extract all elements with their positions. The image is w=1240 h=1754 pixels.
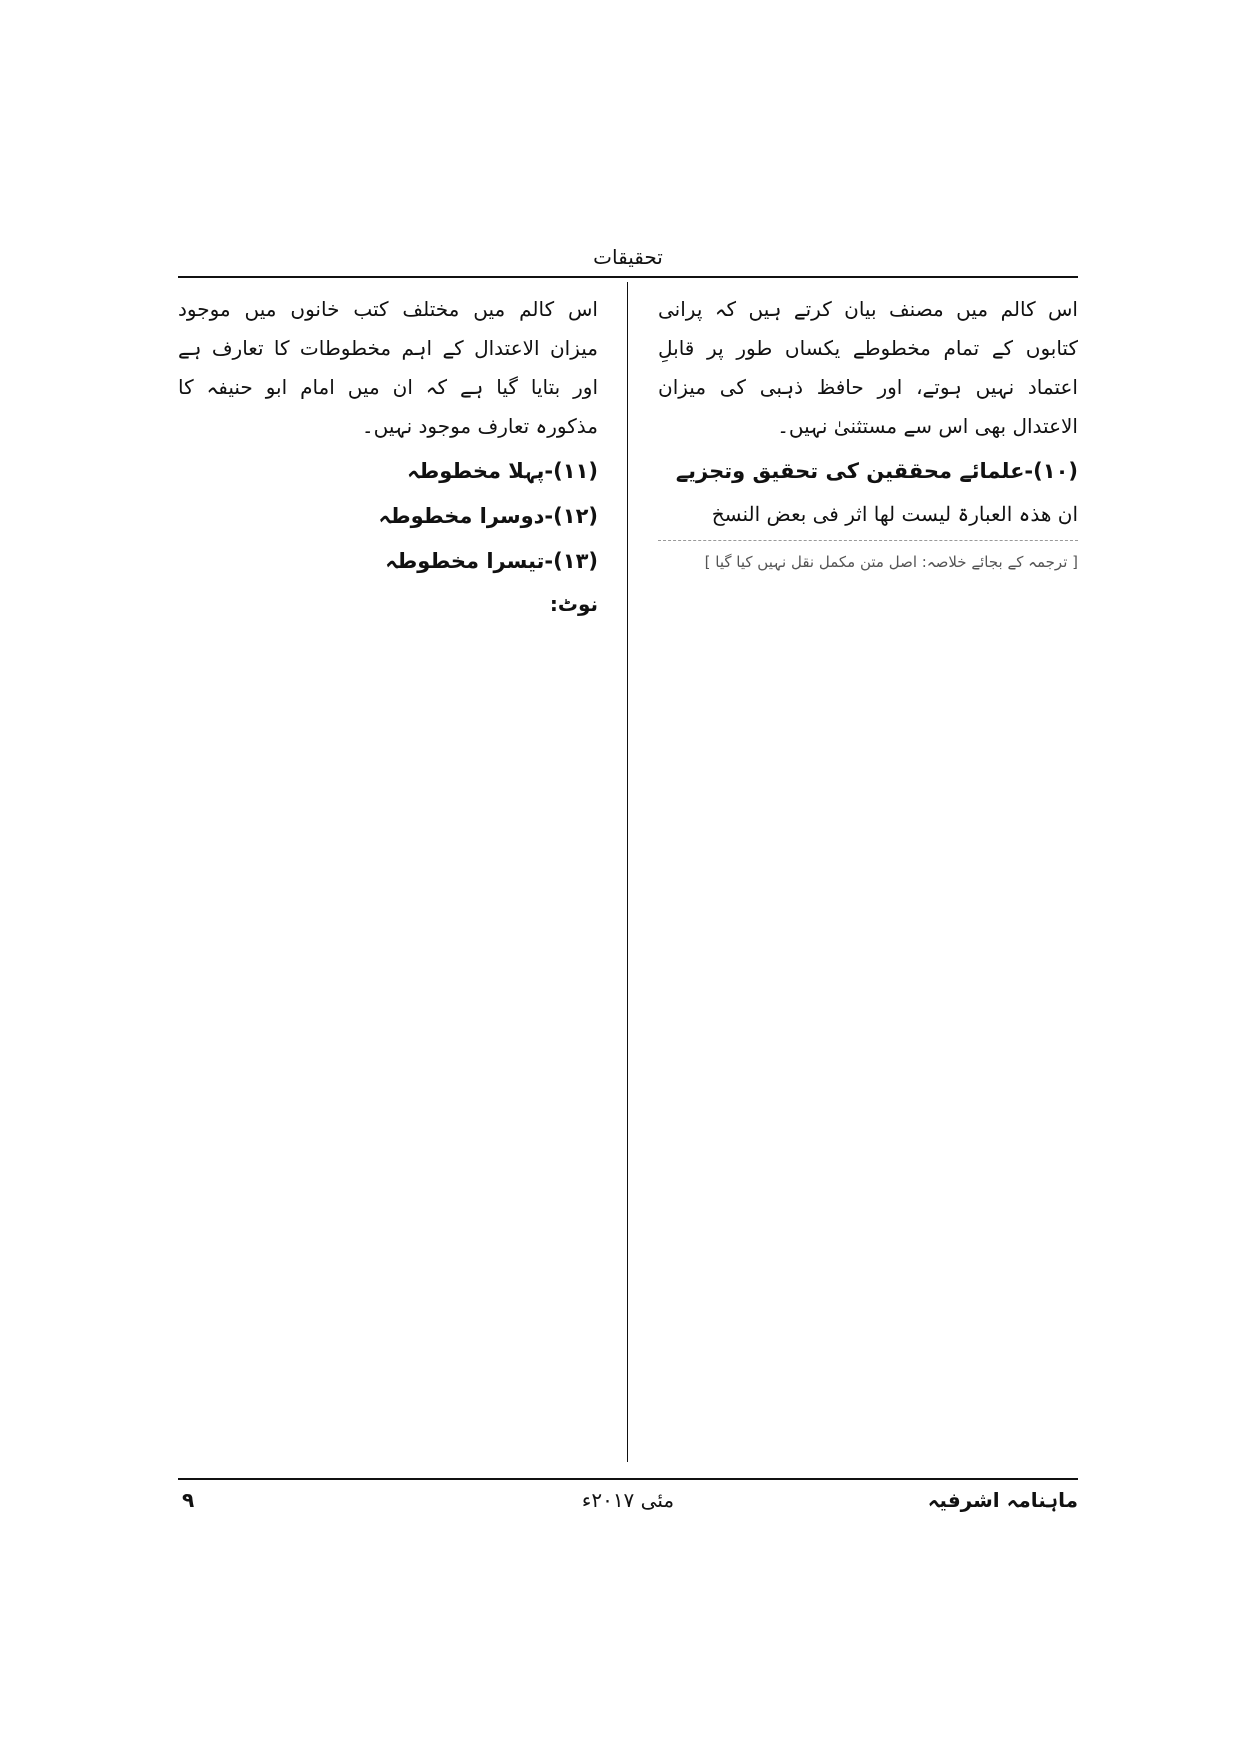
manuscript-heading-3: (۱۳)-تیسرا مخطوطہ xyxy=(385,549,598,573)
right-column-summary: اس کالم میں مصنف بیان کرتے ہیں کہ پرانی کتابوں کے تمام مخطوطے یکساں طور پر قابلِ اعتماد نہیں ہوتے، اور حافظ ذہبی کی میزان الاعتدال بھی اس سے مستثنیٰ نہیں۔ xyxy=(658,297,1078,438)
note-label: نوٹ: xyxy=(549,592,598,616)
right-column-heading: (۱۰)-علمائے محققین کی تحقیق وتجزیے xyxy=(675,459,1078,483)
section-title: تحقیقات xyxy=(593,245,663,269)
manuscript-heading-1: (۱۱)-پہلا مخطوطہ xyxy=(407,459,598,483)
arabic-quote: ان ھذہ العبارۃ لیست لھا اثر فی بعض النسخ xyxy=(711,502,1078,526)
column-divider xyxy=(627,282,628,1462)
left-column xyxy=(178,290,598,1460)
page-footer xyxy=(178,1478,1078,1520)
running-header xyxy=(178,240,1078,278)
transcription-note: [ ترجمہ کے بجائے خلاصہ: اصل متن مکمل نقل نہیں کیا گیا ] xyxy=(658,540,1078,575)
manuscript-heading-2: (۱۲)-دوسرا مخطوطہ xyxy=(378,504,598,528)
right-column xyxy=(658,290,1078,1460)
page xyxy=(178,240,1078,1540)
magazine-name: ماہنامہ اشرفیہ xyxy=(927,1488,1078,1512)
issue-date: مئی ۲۰۱۷ء xyxy=(581,1488,675,1512)
page-number: ۹ xyxy=(182,1488,195,1512)
left-column-summary: اس کالم میں مختلف کتب خانوں میں موجود میزان الاعتدال کے اہم مخطوطات کا تعارف ہے اور بتایا گیا ہے کہ ان میں امام ابو حنیفہ کا مذکورہ تعارف موجود نہیں۔ xyxy=(178,297,598,438)
